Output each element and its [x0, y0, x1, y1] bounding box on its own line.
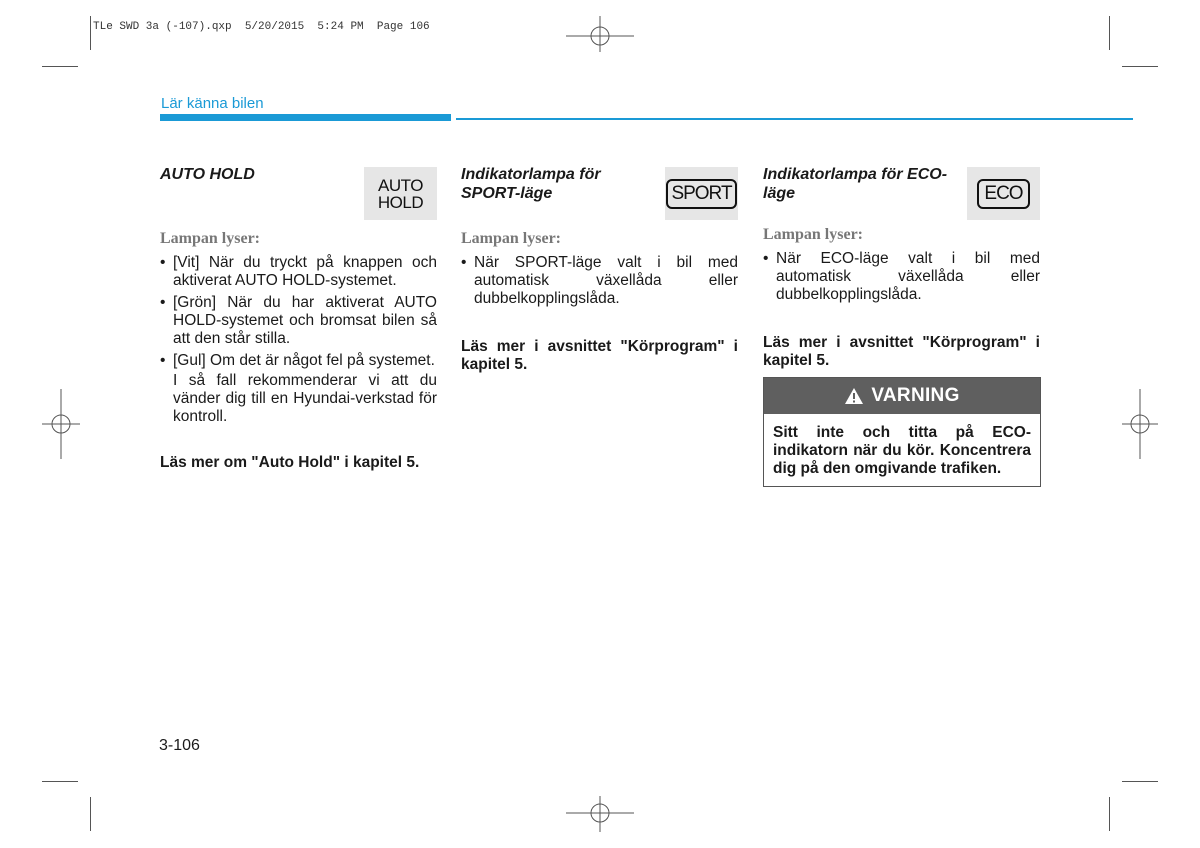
- list-item: • [Vit] När du tryckt på knappen och aktiverat AUTO HOLD-systemet.: [160, 254, 437, 290]
- auto-hold-lampan-label: Lampan lyser:: [160, 230, 260, 247]
- header-bar-thick: [160, 114, 451, 121]
- sport-reference: Läs mer i avsnittet "Körprogram" i kapitel 5.: [461, 338, 738, 373]
- auto-hold-title: AUTO HOLD: [160, 166, 255, 183]
- auto-hold-section: [160, 165, 437, 472]
- sport-lampan-label: Lampan lyser:: [461, 230, 561, 247]
- list-item: • När ECO-läge valt i bil med automatisk växellåda eller dubbelkopplingslåda.: [763, 250, 1040, 304]
- print-slug: TLe SWD 3a (-107).qxp 5/20/2015 5:24 PM Page 106: [93, 21, 430, 33]
- warning-body: Sitt inte och titta på ECO-indikatorn när du kör. Koncentrera dig på den omgivande trafiken.: [773, 424, 1031, 477]
- warning-header: [764, 378, 1040, 414]
- list-item: • [Gul] Om det är något fel på systemet.: [160, 352, 437, 370]
- list-item: • När SPORT-läge valt i bil med automatisk växellåda eller dubbelkopplingslåda.: [461, 254, 738, 308]
- eco-lampan-label: Lampan lyser:: [763, 226, 863, 243]
- auto-hold-indicator-icon: AUTO HOLD: [364, 167, 437, 220]
- sport-section: [461, 165, 738, 374]
- section-header-title: Lär känna bilen: [161, 95, 264, 112]
- eco-title: Indikatorlampa för ECO-läge: [763, 166, 948, 202]
- auto-hold-reference: Läs mer om "Auto Hold" i kapitel 5.: [160, 454, 420, 471]
- sport-list: [461, 254, 738, 308]
- eco-reference: Läs mer i avsnittet "Körprogram" i kapitel 5.: [763, 334, 1040, 369]
- warning-box: [763, 377, 1041, 487]
- eco-indicator-icon: ECO: [967, 167, 1040, 220]
- eco-list: [763, 250, 1040, 304]
- sport-title: Indikatorlampa för SPORT-läge: [461, 166, 601, 202]
- warning-triangle-icon: [844, 387, 864, 405]
- auto-hold-continuation: I så fall rekommenderar vi att du vänder dig till en Hyundai-verkstad för kontroll.: [173, 372, 437, 425]
- warning-title: VARNING: [871, 385, 960, 406]
- eco-section: [763, 165, 1040, 370]
- auto-hold-list: [160, 254, 437, 370]
- page-number: 3-106: [159, 737, 200, 754]
- header-bar-thin: [456, 118, 1133, 120]
- list-item: • [Grön] När du har aktiverat AUTO HOLD-systemet och bromsat bilen så att den står stilla.: [160, 294, 437, 348]
- sport-indicator-icon: SPORT: [665, 167, 738, 220]
